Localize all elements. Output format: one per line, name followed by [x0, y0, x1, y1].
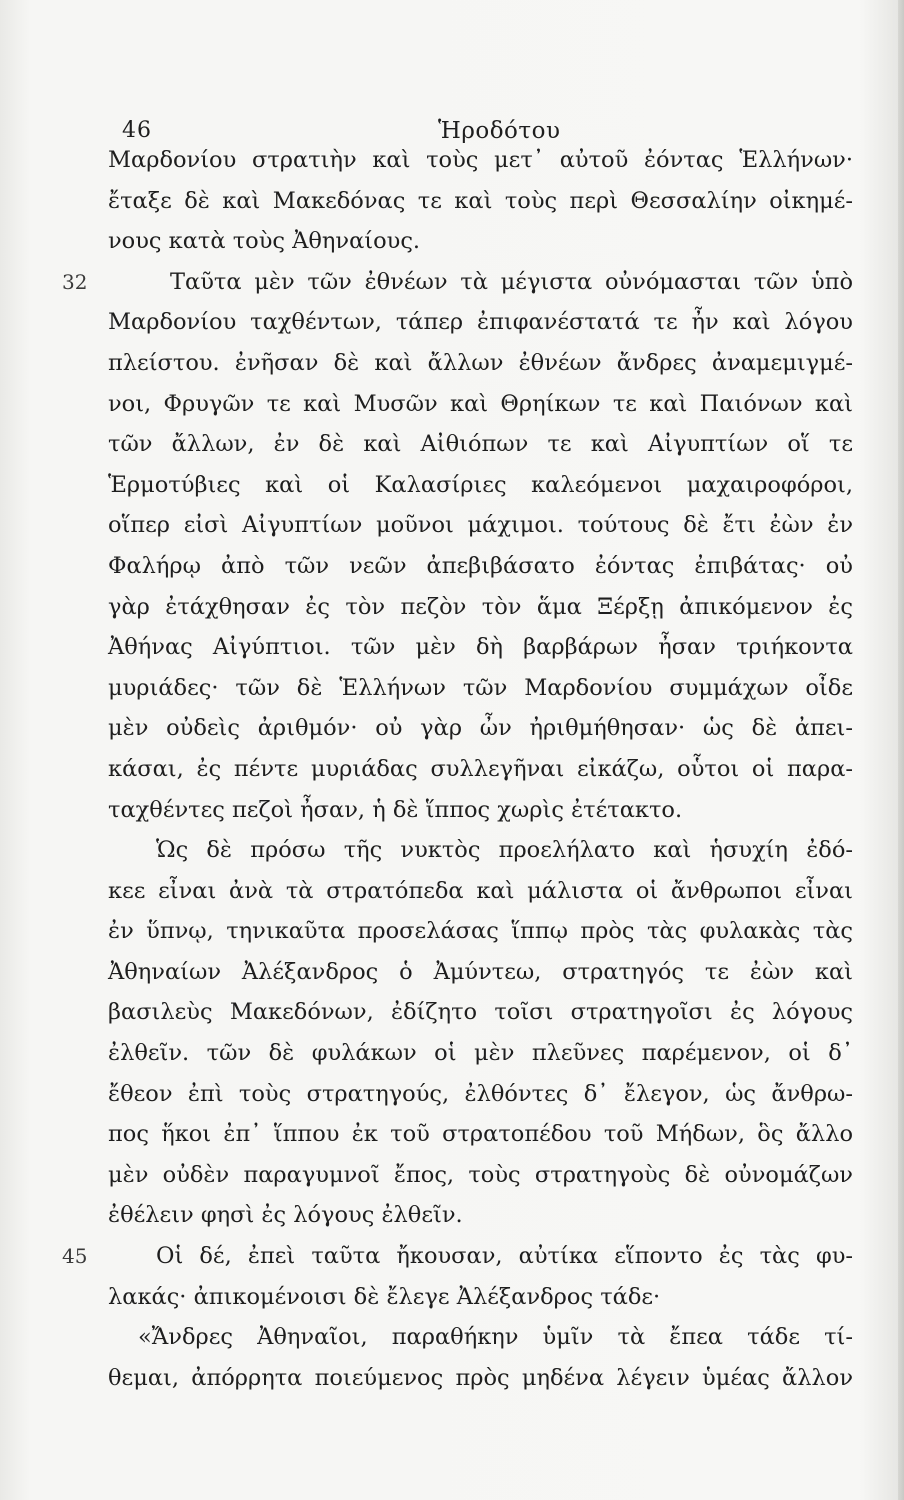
text-line: θεμαι, ἀπόρρητα ποιεύμενος πρὸς μηδένα λέγειν ὑμέας ἄλλον [108, 1364, 853, 1391]
text-line: ἔθεον ἐπὶ τοὺς στρατηγούς, ἐλθόντες δ᾽ ἔλεγον, ὡς ἄνθρω- [108, 1080, 853, 1107]
body-text [62, 140, 853, 1398]
text-line: λακάς· ἀπικομένοισι δὲ ἔλεγε Ἀλέξανδρος τάδε· [108, 1283, 661, 1310]
text-line-content: Ταῦτα μὲν τῶν ἐθνέων τὰ μέγιστα οὐνόμασται τῶν ὑπὸ [170, 268, 853, 295]
text-line: οἵπερ εἰσὶ Αἰγυπτίων μοῦνοι μάχιμοι. τούτους δὲ ἔτι ἐὼν ἐν [108, 512, 853, 539]
text-line: ἐλθεῖν. τῶν δὲ φυλάκων οἱ μὲν πλεῦνες παρέμενον, οἱ δ᾽ [108, 1040, 853, 1067]
text-line: μυριάδες· τῶν δὲ Ἑλλήνων τῶν Μαρδονίου συμμάχων οἶδε [108, 674, 853, 701]
text-line: κάσαι, ἐς πέντε μυριάδας συλλεγῆναι εἰκάζω, οὗτοι οἱ παρα- [108, 755, 853, 782]
text-line: νους κατὰ τοὺς Ἀθηναίους. [108, 228, 421, 255]
text-line-content: Οἱ δέ, ἐπεὶ ταῦτα ἤκουσαν, αὐτίκα εἵποντο ἐς τὰς φυ- [156, 1243, 853, 1270]
page-edge [898, 0, 904, 1500]
text-line: ἐθέλειν φησὶ ἐς λόγους ἐλθεῖν. [108, 1202, 463, 1229]
section-number: 32 [62, 269, 88, 294]
text-line: ἔταξε δὲ καὶ Μακεδόνας τε καὶ τοὺς περὶ Θεσσαλίην οἰκημέ- [108, 187, 853, 214]
text-line: τῶν ἄλλων, ἐν δὲ καὶ Αἰθιόπων τε καὶ Αἰγυπτίων οἵ τε [108, 431, 853, 458]
text-line: ταχθέντες πεζοὶ ἦσαν, ἡ δὲ ἵππος χωρὶς ἐτέτακτο. [108, 796, 683, 823]
text-line: Ὡς δὲ πρόσω τῆς νυκτὸς προελήλατο καὶ ἡσυχίη ἐδό- [156, 837, 853, 864]
text-line: πλείστου. ἐνῆσαν δὲ καὶ ἄλλων ἐθνέων ἄνδρες ἀναμεμιγμέ- [108, 349, 853, 376]
text-line: Φαλήρῳ ἀπὸ τῶν νεῶν ἀπεβιβάσατο ἐόντας ἐπιβάτας· οὐ [108, 552, 853, 579]
text-line: Ἀθηναίων Ἀλέξανδρος ὁ Ἀμύντεω, στρατηγός τε ἐὼν καὶ [108, 958, 853, 985]
text-line: πος ἥκοι ἐπ᾽ ἵππου ἐκ τοῦ στρατοπέδου τοῦ Μήδων, ὃς ἄλλο [108, 1121, 853, 1148]
text-line: μὲν οὐδεὶς ἀριθμόν· οὐ γὰρ ὦν ἠριθμήθησαν· ὡς δὲ ἀπει- [108, 715, 853, 742]
text-line: βασιλεὺς Μακεδόνων, ἐδίζητο τοῖσι στρατηγοῖσι ἐς λόγους [108, 999, 853, 1026]
running-head: Ἡροδότου [438, 118, 561, 144]
text-line: «Ἄνδρες Ἀθηναῖοι, παραθήκην ὑμῖν τὰ ἔπεα τάδε τί- [138, 1324, 853, 1351]
text-line [62, 1236, 853, 1277]
text-line: Μαρδονίου στρατιὴν καὶ τοὺς μετ᾽ αὐτοῦ ἐόντας Ἑλλήνων· [108, 147, 853, 173]
text-line: Ἑρμοτύβιες καὶ οἱ Καλασίριες καλεόμενοι μαχαιροφόροι, [108, 471, 853, 498]
text-line: κεε εἶναι ἀνὰ τὰ στρατόπεδα καὶ μάλιστα οἱ ἄνθρωποι εἶναι [108, 877, 853, 904]
text-line: ἐν ὕπνῳ, τηνικαῦτα προσελάσας ἵππῳ πρὸς τὰς φυλακὰς τὰς [108, 918, 853, 945]
page-number: 46 [122, 118, 152, 143]
section-number: 45 [62, 1244, 88, 1269]
text-line: Μαρδονίου ταχθέντων, τάπερ ἐπιφανέστατά τε ἦν καὶ λόγου [108, 309, 853, 336]
text-line: μὲν οὐδὲν παραγυμνοῖ ἔπος, τοὺς στρατηγοὺς δὲ οὐνομάζων [108, 1161, 853, 1188]
text-line: νοι, Φρυγῶν τε καὶ Μυσῶν καὶ Θρηίκων τε καὶ Παιόνων καὶ [108, 390, 853, 417]
text-line: γὰρ ἐτάχθησαν ἐς τὸν πεζὸν τὸν ἅμα Ξέρξῃ ἀπικόμενον ἐς [108, 593, 853, 620]
text-line: Ἀθήνας Αἰγύπτιοι. τῶν μὲν δὴ βαρβάρων ἦσαν τριήκοντα [108, 634, 853, 661]
text-line [62, 262, 853, 303]
